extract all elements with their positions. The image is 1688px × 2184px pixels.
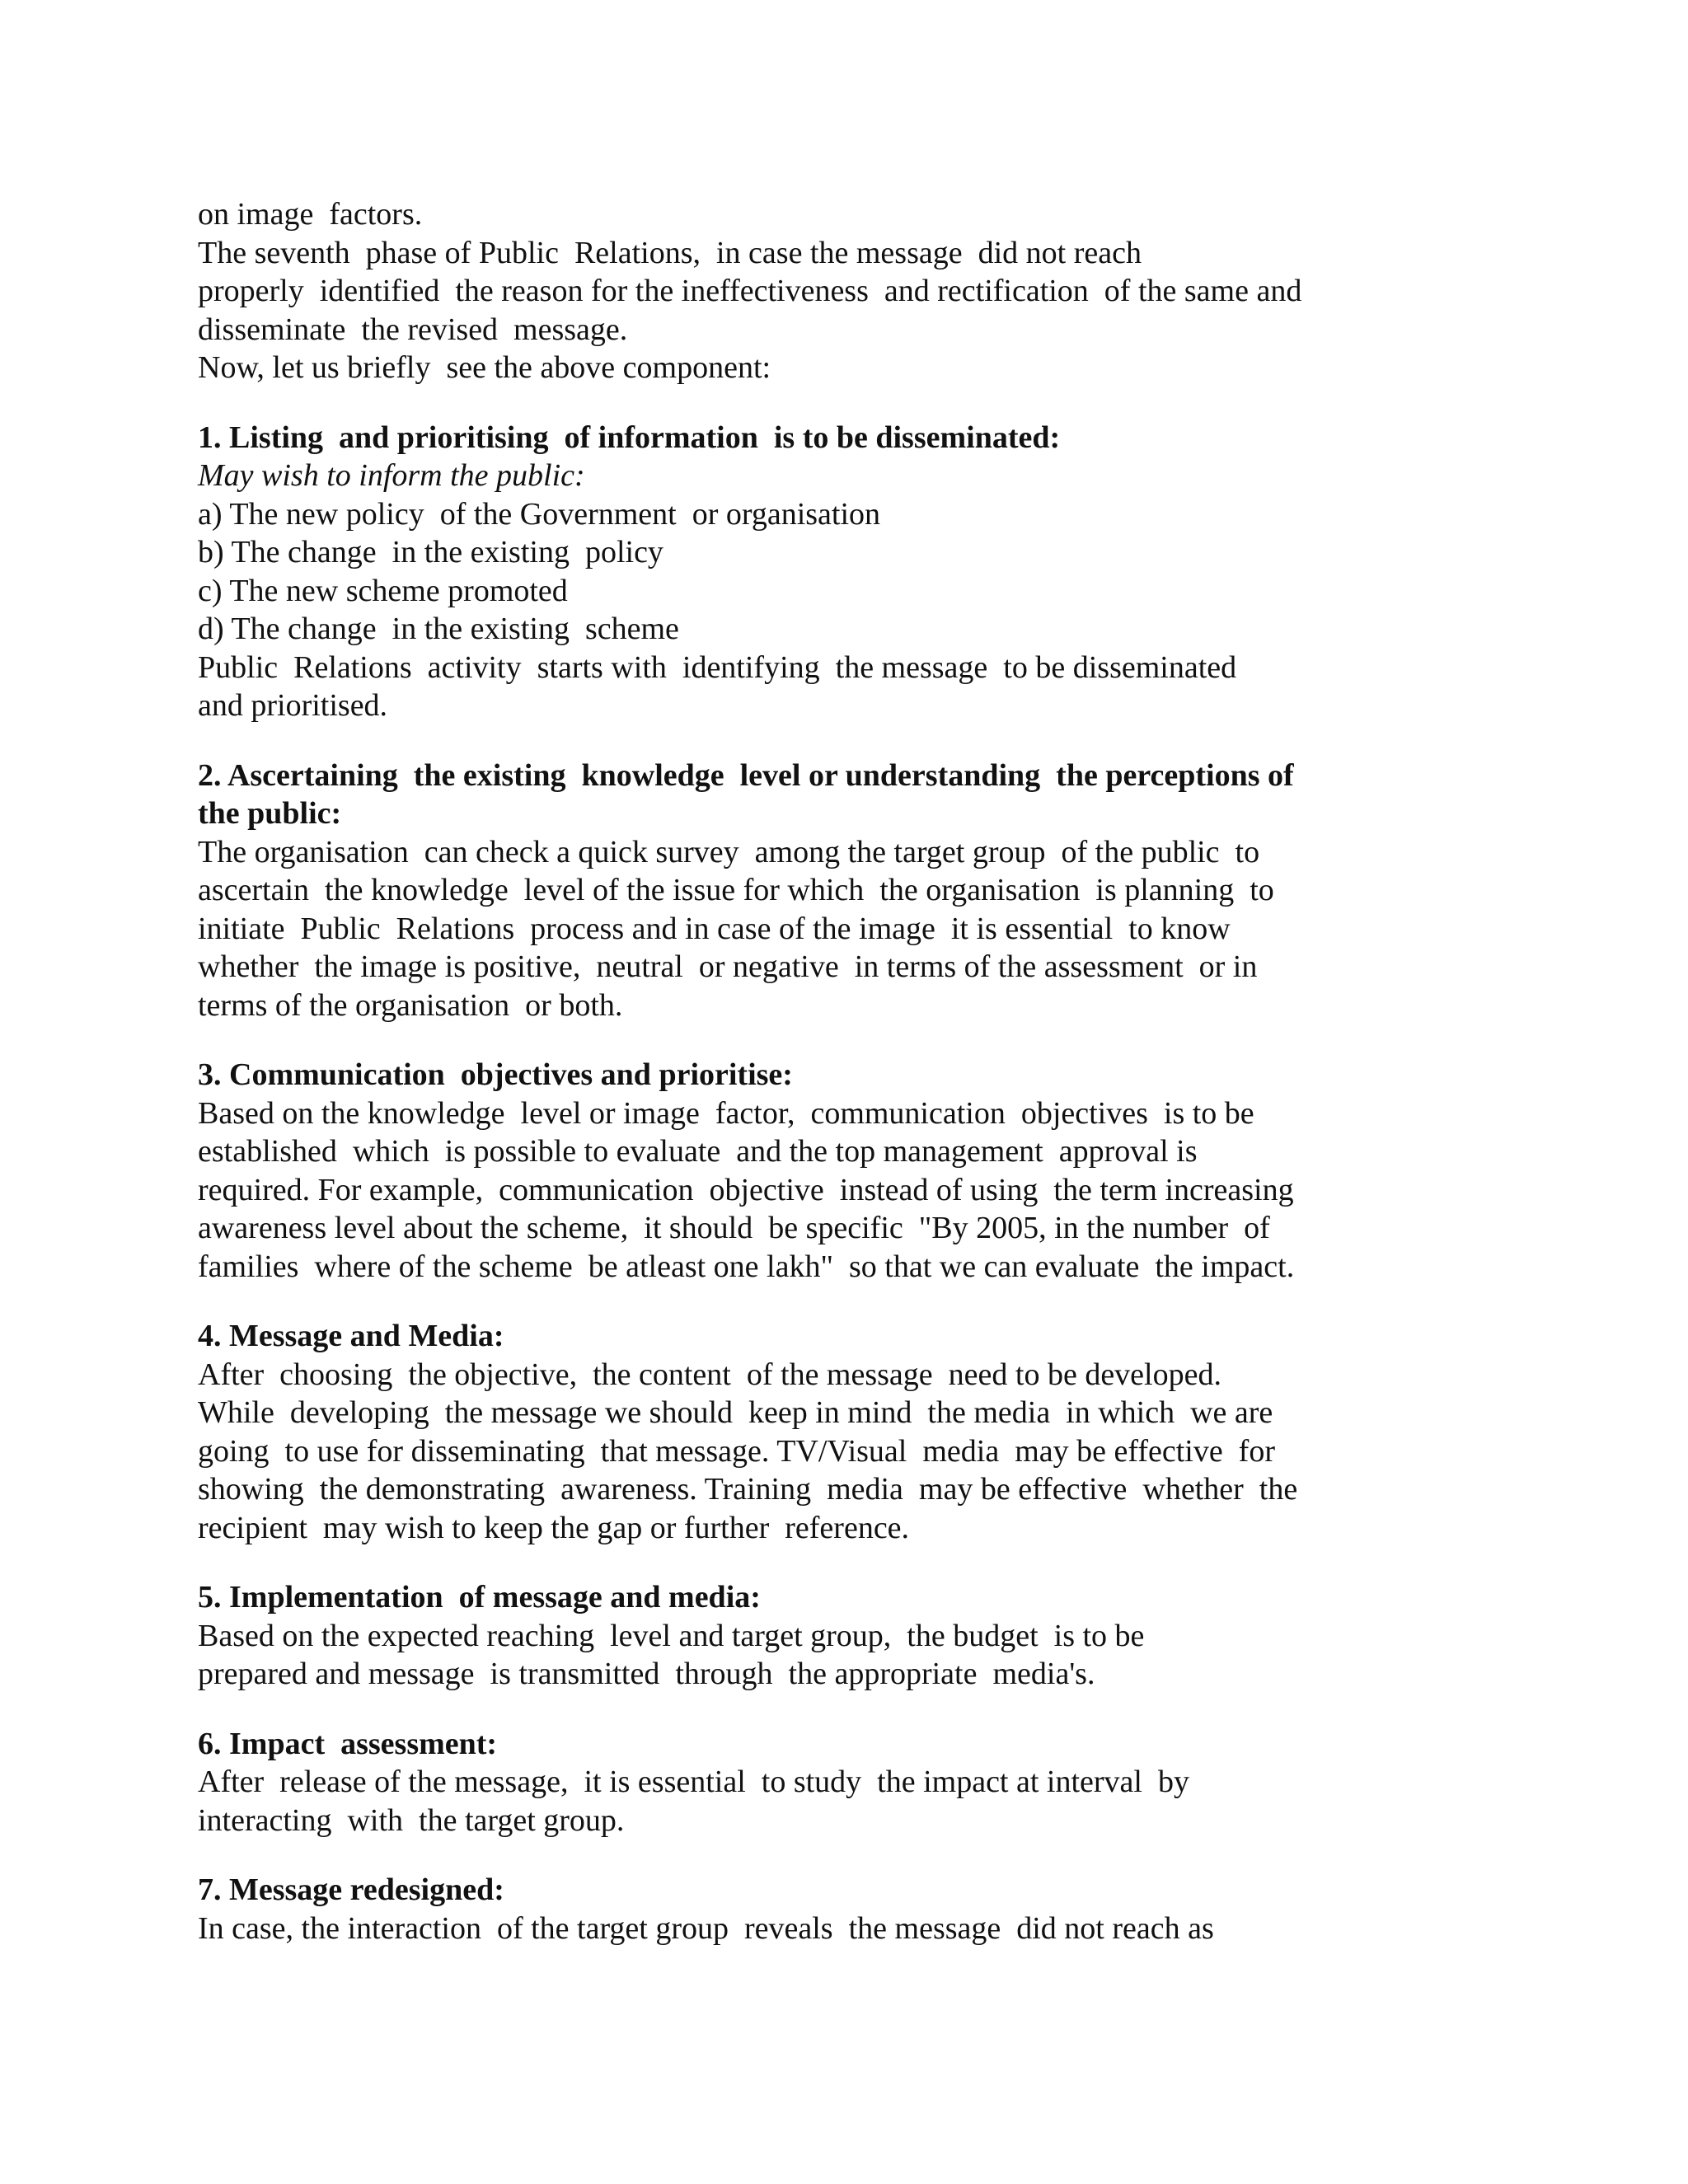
body-line: recipient may wish to keep the gap or further reference. xyxy=(198,1510,910,1545)
intro-block xyxy=(198,195,1599,387)
section-heading: 4. Message and Media: xyxy=(198,1319,504,1353)
body-line: interacting with the target group. xyxy=(198,1802,625,1838)
body-line: initiate Public Relations process and in case of the image it is essential to know xyxy=(198,911,1231,946)
body-line: After choosing the objective, the content of the message need to be developed. xyxy=(198,1357,1221,1392)
body-line: awareness level about the scheme, it should be specific "By 2005, in the number of xyxy=(198,1211,1270,1245)
intro-line: on image factors. xyxy=(198,197,423,232)
section-subheading: May wish to inform the public: xyxy=(198,458,585,493)
list-item: a) The new policy of the Government or organisation xyxy=(198,496,881,532)
section-heading: 6. Impact assessment: xyxy=(198,1726,498,1761)
body-line: terms of the organisation or both. xyxy=(198,987,623,1023)
list-item: b) The change in the existing policy xyxy=(198,535,663,569)
body-line: and prioritised. xyxy=(198,688,388,723)
body-line: Based on the expected reaching level and target group, the budget is to be xyxy=(198,1618,1145,1653)
body-line: showing the demonstrating awareness. Training media may be effective whether the xyxy=(198,1472,1298,1507)
section-heading: 1. Listing and prioritising of information is to be disseminated: xyxy=(198,419,1061,455)
body-line: The organisation can check a quick survey among the target group of the public to xyxy=(198,834,1260,869)
body-line: After release of the message, it is essential to study the impact at interval by xyxy=(198,1765,1189,1799)
body-line: whether the image is positive, neutral or negative in terms of the assessment or in xyxy=(198,949,1258,984)
list-item: c) The new scheme promoted xyxy=(198,573,568,608)
document-page xyxy=(198,195,1599,1947)
section-2 xyxy=(198,757,1599,1025)
section-6 xyxy=(198,1725,1599,1840)
section-heading: 5. Implementation of message and media: xyxy=(198,1580,761,1615)
intro-line: The seventh phase of Public Relations, in case the message did not reach xyxy=(198,235,1142,270)
section-3 xyxy=(198,1056,1599,1286)
body-line: families where of the scheme be atleast one lakh" so that we can evaluate the impact. xyxy=(198,1249,1295,1284)
body-line: going to use for disseminating that message. TV/Visual media may be effective for xyxy=(198,1433,1275,1469)
body-line: Based on the knowledge level or image factor, communication objectives is to be xyxy=(198,1095,1254,1131)
section-heading: 7. Message redesigned: xyxy=(198,1872,504,1907)
body-line: Public Relations activity starts with identifying the message to be disseminated xyxy=(198,649,1237,685)
body-line: In case, the interaction of the target group reveals the message did not reach as xyxy=(198,1910,1214,1946)
intro-line: Now, let us briefly see the above component: xyxy=(198,350,771,385)
section-heading: the public: xyxy=(198,796,342,831)
body-line: While developing the message we should keep in mind the media in which we are xyxy=(198,1395,1273,1430)
section-5 xyxy=(198,1578,1599,1694)
body-line: ascertain the knowledge level of the issue for which the organisation is planning to xyxy=(198,873,1274,907)
intro-line: properly identified the reason for the ineffectiveness and rectification of the same and xyxy=(198,274,1302,308)
section-4 xyxy=(198,1317,1599,1547)
intro-line: disseminate the revised message. xyxy=(198,312,628,347)
body-line: established which is possible to evaluate and the top management approval is xyxy=(198,1134,1198,1169)
section-1 xyxy=(198,419,1599,725)
list-item: d) The change in the existing scheme xyxy=(198,612,679,646)
body-line: prepared and message is transmitted through the appropriate media's. xyxy=(198,1657,1095,1691)
body-line: required. For example, communication objective instead of using the term increasing xyxy=(198,1172,1294,1207)
section-heading: 3. Communication objectives and prioritise: xyxy=(198,1057,793,1092)
section-7 xyxy=(198,1871,1599,1947)
section-heading: 2. Ascertaining the existing knowledge level or understanding the perceptions of xyxy=(198,757,1294,793)
